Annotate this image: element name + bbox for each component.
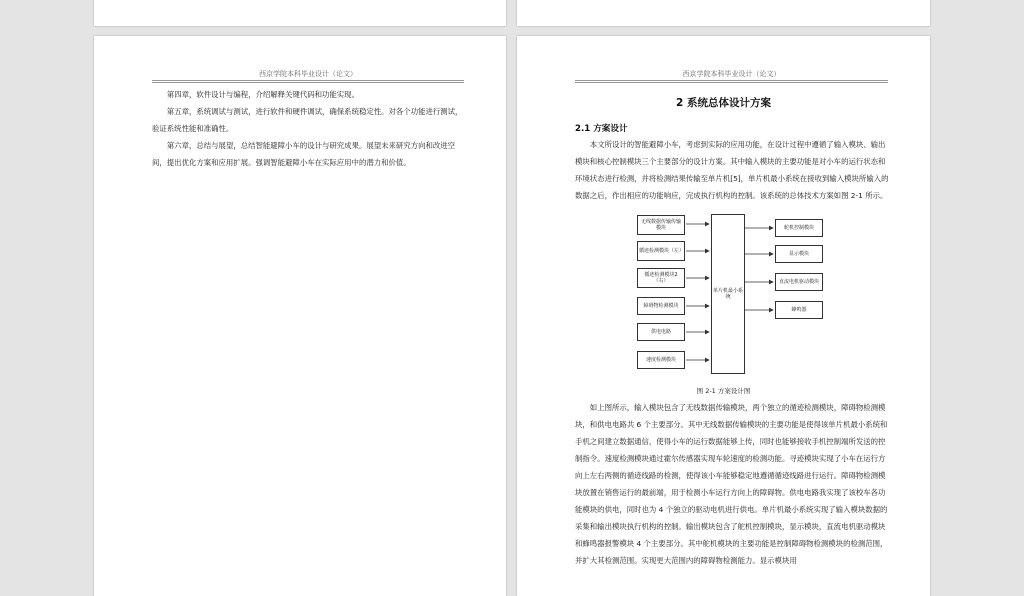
paragraph: 如上图所示，输入模块包含了无线数据传输模块，两个独立的循迹检测模块，障碍物检测模块，和供电电路共 6 个主要部分。其中无线数据传输模块的主要功能是使得该单片机最小系统和手机之间建立数据通信，使得小车的运行数据能够上传，同时也能够接收手机控制端所发送的控制指令。速度检测模块通过霍尔传感器实现车轮速度的检测功能。寻迹模块实现了小车在运行方向上左右两侧的循迹线路的检测，使得该小车能够稳定地遵循循迹线路进行运行。障碍物检测模块放置在销售运行的最前端，用于检测小车运行方向上的障碍物。供电电路我实现了该校车各功能模块的供电，同时也为 4 个独立的驱动电机进行供电。单片机最小系统实现了输入模块数据的采集和输出模块执行机构的控制。输出模块包含了舵机控制模块，显示模块，直流电机驱动模块和蜂鸣器报警模块 4 个主要部分。其中舵机模块的主要功能是控制障碍物检测模块的检测范围，并扩大其检测范围。实现更大范围内的障碍物检测能力。显示模块用 bbox=[575, 403, 888, 565]
chapter-title: 2 系统总体设计方案 bbox=[676, 97, 771, 109]
input-block: 循迹检测模块2（右） bbox=[637, 268, 685, 288]
paragraph: 第四章，软件设计与编程，介绍解释关键代码和功能实现。 bbox=[166, 90, 359, 99]
paragraph: 本文所设计的智能避障小车，考虑到实际的应用功能，在设计过程中遵循了输入模块、输出模块和核心控制模块三个主要部分的设计方案。其中输入模块的主要功能是对小车的运行状态和环境状态进行检测，并将检测结果传输至单片机[5]，单片机最小系统在接收到输入模块所输入的数据之后，作出相应的功能响应，完成执行机构的控制。该系统的总体技术方案如图 2-1 所示。 bbox=[575, 140, 889, 200]
paragraph: 第五章，系统调试与测试，进行软件和硬件调试，确保系统稳定性。对各个功能进行测试，验证系统性能和准确性。 bbox=[152, 107, 463, 133]
system-block-diagram bbox=[627, 210, 827, 380]
page-header: 西京学院本科毕业设计（论文） bbox=[152, 69, 464, 81]
output-block: 直流电机驱动模块 bbox=[775, 273, 823, 291]
mcu-core-block: 单片机最小系统 bbox=[711, 214, 745, 374]
document-page-left bbox=[94, 36, 506, 596]
input-block: 速度检测模块 bbox=[637, 351, 685, 369]
output-block: 蜂鸣器 bbox=[775, 301, 823, 319]
paragraph: 第六章，总结与展望，总结智能避障小车的设计与研究成果。展望未来研究方向和改进空间，提出优化方案和应用扩展。强调智能避障小车在实际应用中的潜力和价值。 bbox=[152, 141, 456, 167]
page-header: 西京学院本科毕业设计（论文） bbox=[575, 69, 888, 81]
input-block: 循迹检测模块（左） bbox=[637, 241, 685, 261]
input-block: 无线数据传输传输模块 bbox=[637, 215, 685, 235]
previous-page-right bbox=[517, 0, 930, 26]
input-block: 供电电路 bbox=[637, 323, 685, 341]
previous-page-left bbox=[94, 0, 506, 26]
output-block: 显示模块 bbox=[775, 245, 823, 263]
input-block: 障碍物检测模块 bbox=[637, 297, 685, 315]
body-paragraph-block bbox=[575, 399, 890, 569]
document-page-right bbox=[517, 36, 930, 596]
output-block: 舵机控制模块 bbox=[775, 219, 823, 237]
figure-caption: 图 2-1 方案设计图 bbox=[696, 387, 751, 395]
left-page-body bbox=[152, 86, 466, 171]
intro-paragraph-block bbox=[575, 136, 890, 204]
section-title: 2.1 方案设计 bbox=[575, 124, 628, 134]
